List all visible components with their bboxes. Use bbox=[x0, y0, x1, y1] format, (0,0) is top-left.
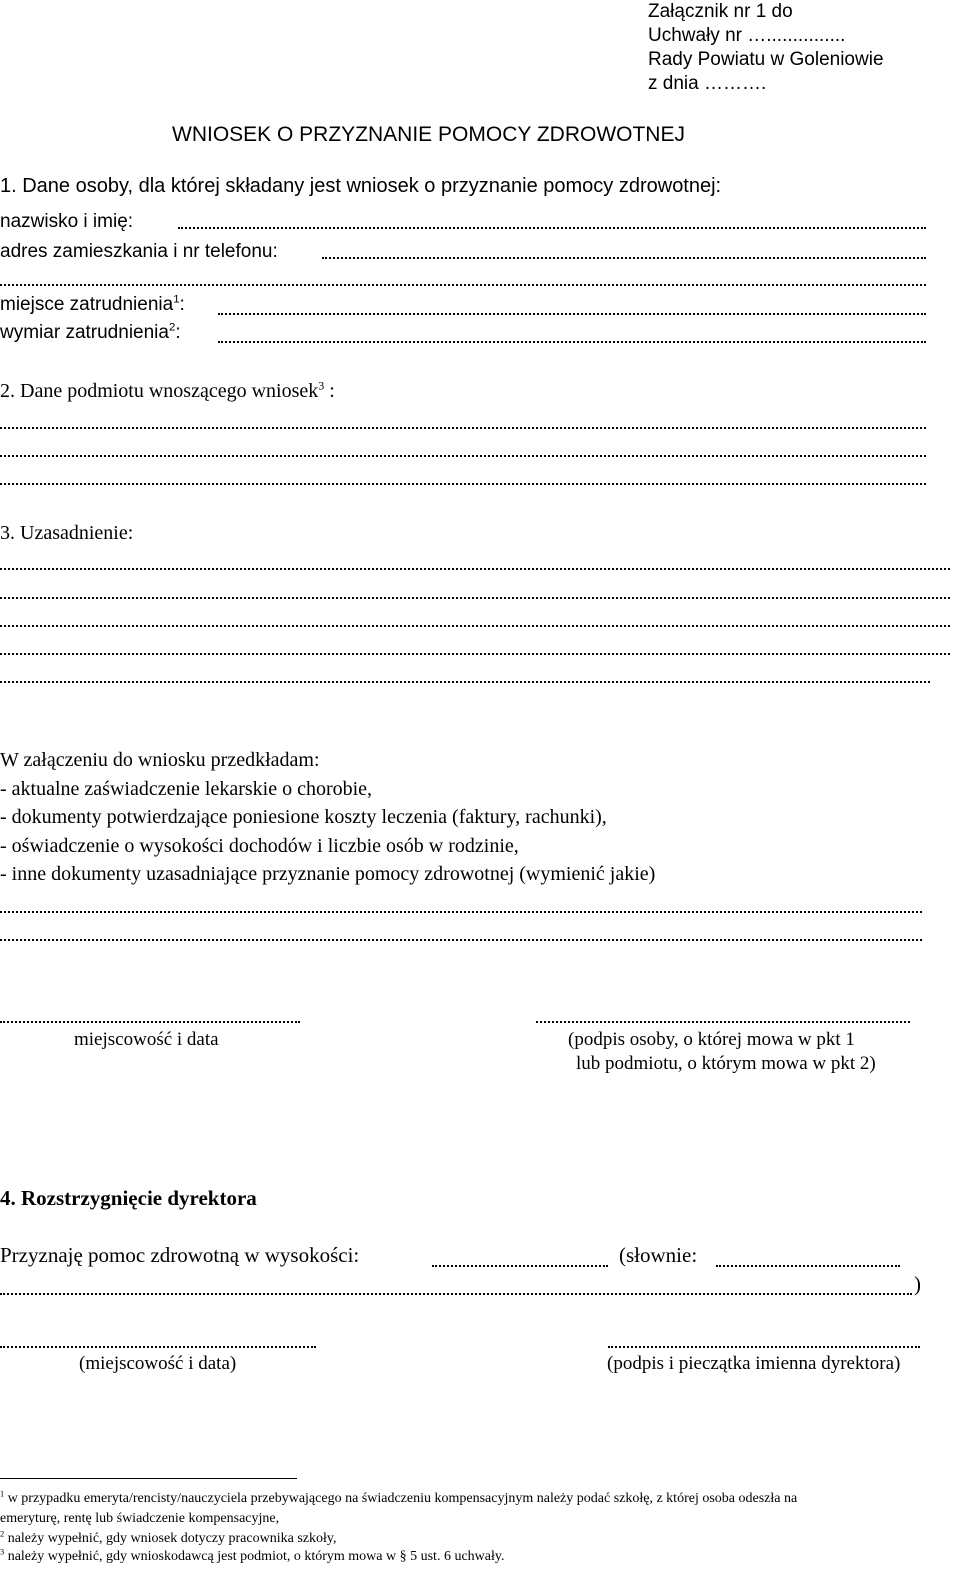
justification-line-3[interactable] bbox=[0, 625, 950, 627]
attachment-header bbox=[648, 0, 884, 96]
signature-caption-2: lub podmiotu, o którym mowa w pkt 2) bbox=[576, 1053, 876, 1074]
justification-line-5[interactable] bbox=[0, 681, 930, 683]
header-line-2: Uchwały nr …............... bbox=[648, 25, 846, 46]
justification-line-2[interactable] bbox=[0, 597, 950, 599]
colon: : bbox=[179, 294, 185, 315]
footnote-1 bbox=[0, 1489, 797, 1529]
amount-field[interactable] bbox=[432, 1265, 608, 1267]
workplace-field[interactable] bbox=[218, 313, 926, 315]
attachment-item: - oświadczenie o wysokości dochodów i liczbie osób w rodzinie, bbox=[0, 834, 519, 857]
footnote-3-number: 3 bbox=[0, 1547, 5, 1557]
submitter-field-line-3[interactable] bbox=[0, 483, 926, 485]
attachment-item: - aktualne zaświadczenie lekarskie o chorobie, bbox=[0, 777, 373, 800]
header-line-4: z dnia ………. bbox=[648, 73, 767, 94]
justification-line-4[interactable] bbox=[0, 653, 950, 655]
other-documents-line-2[interactable] bbox=[0, 939, 922, 941]
colon: : bbox=[175, 322, 181, 343]
footnote-ref-2: 2 bbox=[168, 321, 176, 334]
director-place-date-line[interactable] bbox=[0, 1346, 316, 1348]
footnote-1-text-cont: emeryturę, rentę lub świadczenie kompensacyjne, bbox=[0, 1511, 280, 1526]
name-field[interactable] bbox=[178, 227, 926, 229]
attachment-item: - inne dokumenty uzasadniające przyznanie pomocy zdrowotnej (wymienić jakie) bbox=[0, 863, 656, 885]
closing-paren: ) bbox=[914, 1272, 921, 1296]
hours-field[interactable] bbox=[218, 341, 926, 343]
hours-label-text: wymiar zatrudnienia bbox=[0, 322, 169, 343]
address-field[interactable] bbox=[322, 257, 926, 259]
footnote-1-number: 1 bbox=[0, 1489, 5, 1499]
footnote-3 bbox=[0, 1547, 504, 1567]
footnote-2-number: 2 bbox=[0, 1529, 5, 1539]
attachments-intro: W załączeniu do wniosku przedkładam: bbox=[0, 749, 320, 771]
workplace-label-text: miejsce zatrudnienia bbox=[0, 294, 174, 315]
section2-heading bbox=[0, 380, 335, 403]
footnote-ref-3: 3 bbox=[318, 378, 325, 393]
other-documents-line-1[interactable] bbox=[0, 911, 922, 913]
footnote-2-text: należy wypełnić, gdy wniosek dotyczy pracownika szkoły, bbox=[4, 1531, 337, 1546]
section1-heading: 1. Dane osoby, dla której składany jest wniosek o przyznanie pomocy zdrowotnej: bbox=[0, 175, 722, 197]
footnote-3-text: należy wypełnić, gdy wnioskodawcą jest podmiot, o którym mowa w § 5 ust. 6 uchwały. bbox=[4, 1549, 505, 1564]
address-label: adres zamieszkania i nr telefonu: bbox=[0, 241, 278, 262]
signature-caption-1: (podpis osoby, o której mowa w pkt 1 bbox=[568, 1029, 855, 1050]
signature-line[interactable] bbox=[536, 1021, 910, 1023]
justification-line-1[interactable] bbox=[0, 568, 950, 570]
place-date-caption: miejscowość i data bbox=[74, 1029, 219, 1050]
place-date-line[interactable] bbox=[0, 1021, 300, 1023]
amount-words-label: (słownie: bbox=[619, 1243, 698, 1267]
name-label: nazwisko i imię: bbox=[0, 211, 134, 232]
address-field-line-2[interactable] bbox=[0, 284, 926, 286]
footnote-1-text: w przypadku emeryta/rencisty/nauczyciela przebywającego na świadczeniu kompensacyjnym należy podać szkołę, z której osoba odeszła na bbox=[4, 1491, 798, 1506]
document-title: WNIOSEK O PRZYZNANIE POMOCY ZDROWOTNEJ bbox=[172, 123, 685, 146]
amount-words-field[interactable] bbox=[716, 1265, 900, 1267]
colon: : bbox=[324, 380, 335, 402]
submitter-field-line-1[interactable] bbox=[0, 427, 926, 429]
header-line-3: Rady Powiatu w Goleniowie bbox=[648, 49, 884, 70]
amount-words-field-line-2[interactable] bbox=[0, 1293, 912, 1295]
director-signature-caption: (podpis i pieczątka imienna dyrektora) bbox=[607, 1353, 901, 1374]
director-place-date-caption: (miejscowość i data) bbox=[79, 1353, 237, 1374]
submitter-field-line-2[interactable] bbox=[0, 455, 926, 457]
footnote-separator bbox=[0, 1478, 297, 1479]
attachment-item: - dokumenty potwierdzające poniesione koszty leczenia (faktury, rachunki), bbox=[0, 806, 607, 828]
header-line-1: Załącznik nr 1 do bbox=[648, 1, 793, 22]
hours-label bbox=[0, 322, 181, 344]
section4-heading: 4. Rozstrzygnięcie dyrektora bbox=[0, 1186, 257, 1210]
footnote-ref-1: 1 bbox=[173, 293, 180, 306]
attachments-block bbox=[0, 746, 655, 889]
workplace-label bbox=[0, 294, 185, 316]
section2-heading-text: 2. Dane podmiotu wnoszącego wniosek bbox=[0, 380, 319, 402]
director-signature-line[interactable] bbox=[608, 1346, 920, 1348]
section3-heading: 3. Uzasadnienie: bbox=[0, 522, 134, 544]
footnote-2 bbox=[0, 1529, 336, 1549]
amount-label: Przyznaję pomoc zdrowotną w wysokości: bbox=[0, 1243, 360, 1267]
